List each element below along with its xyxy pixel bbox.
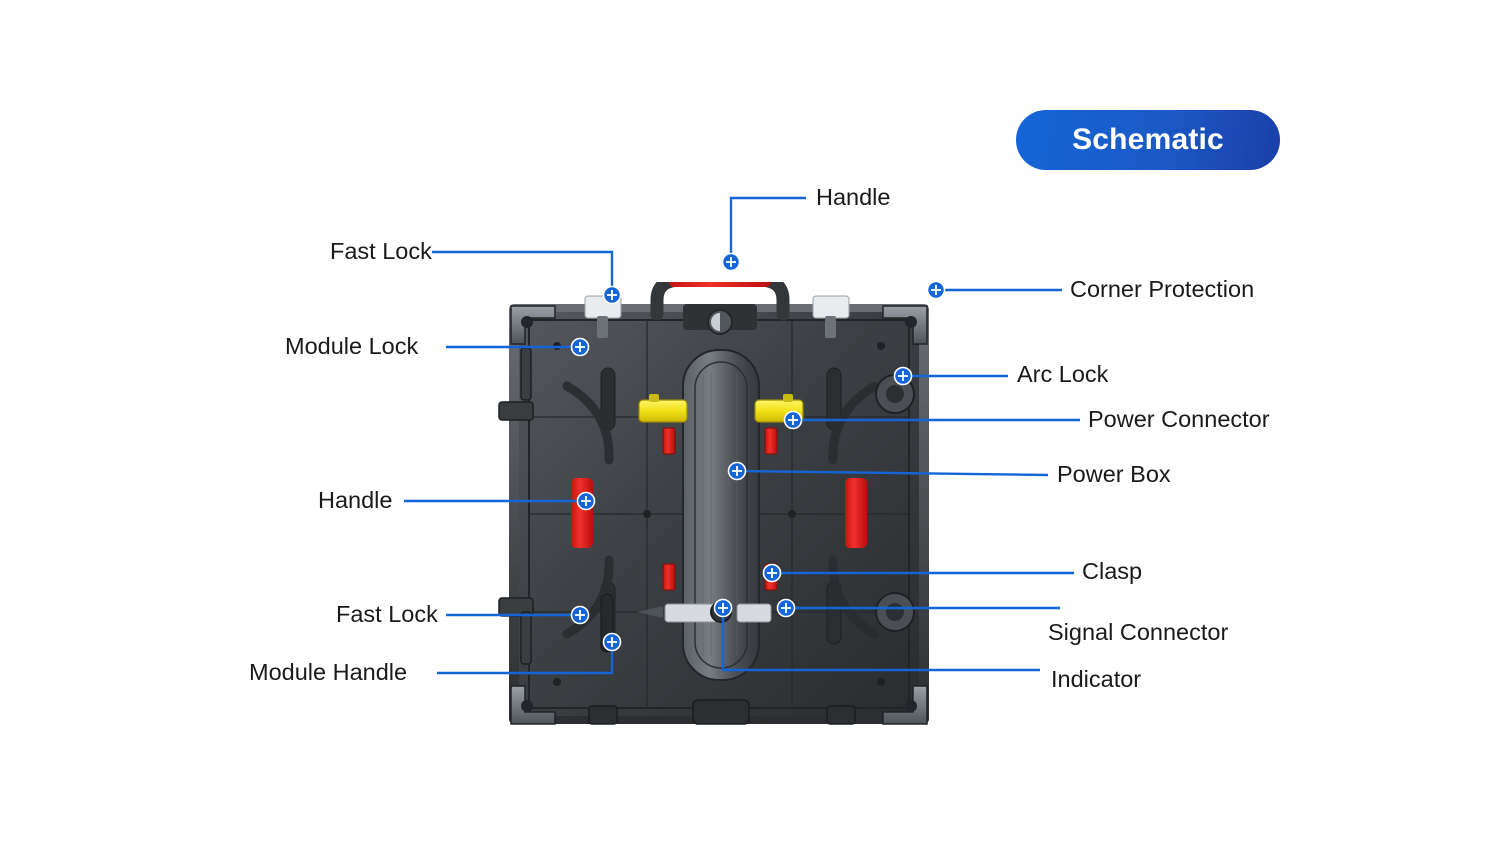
callout-label-power-box: Power Box [1057,461,1171,487]
callout-label-corner-protection: Corner Protection [1070,276,1255,302]
callout-label-indicator: Indicator [1051,666,1142,692]
callout-label-module-handle: Module Handle [249,659,408,685]
schematic-badge-label: Schematic [1072,123,1224,156]
callout-label-handle-left: Handle [318,487,393,513]
callout-label-clasp: Clasp [1082,558,1143,584]
callout-label-handle-top: Handle [816,184,891,210]
callout-label-power-connector: Power Connector [1088,406,1270,432]
callout-label-module-lock: Module Lock [285,333,419,359]
callout-label-arc-lock: Arc Lock [1017,361,1109,387]
callout-label-signal-connector: Signal Connector [1048,619,1229,645]
callout-label-fast-lock-bottom: Fast Lock [336,601,438,627]
callout-label-fast-lock-top: Fast Lock [330,238,432,264]
